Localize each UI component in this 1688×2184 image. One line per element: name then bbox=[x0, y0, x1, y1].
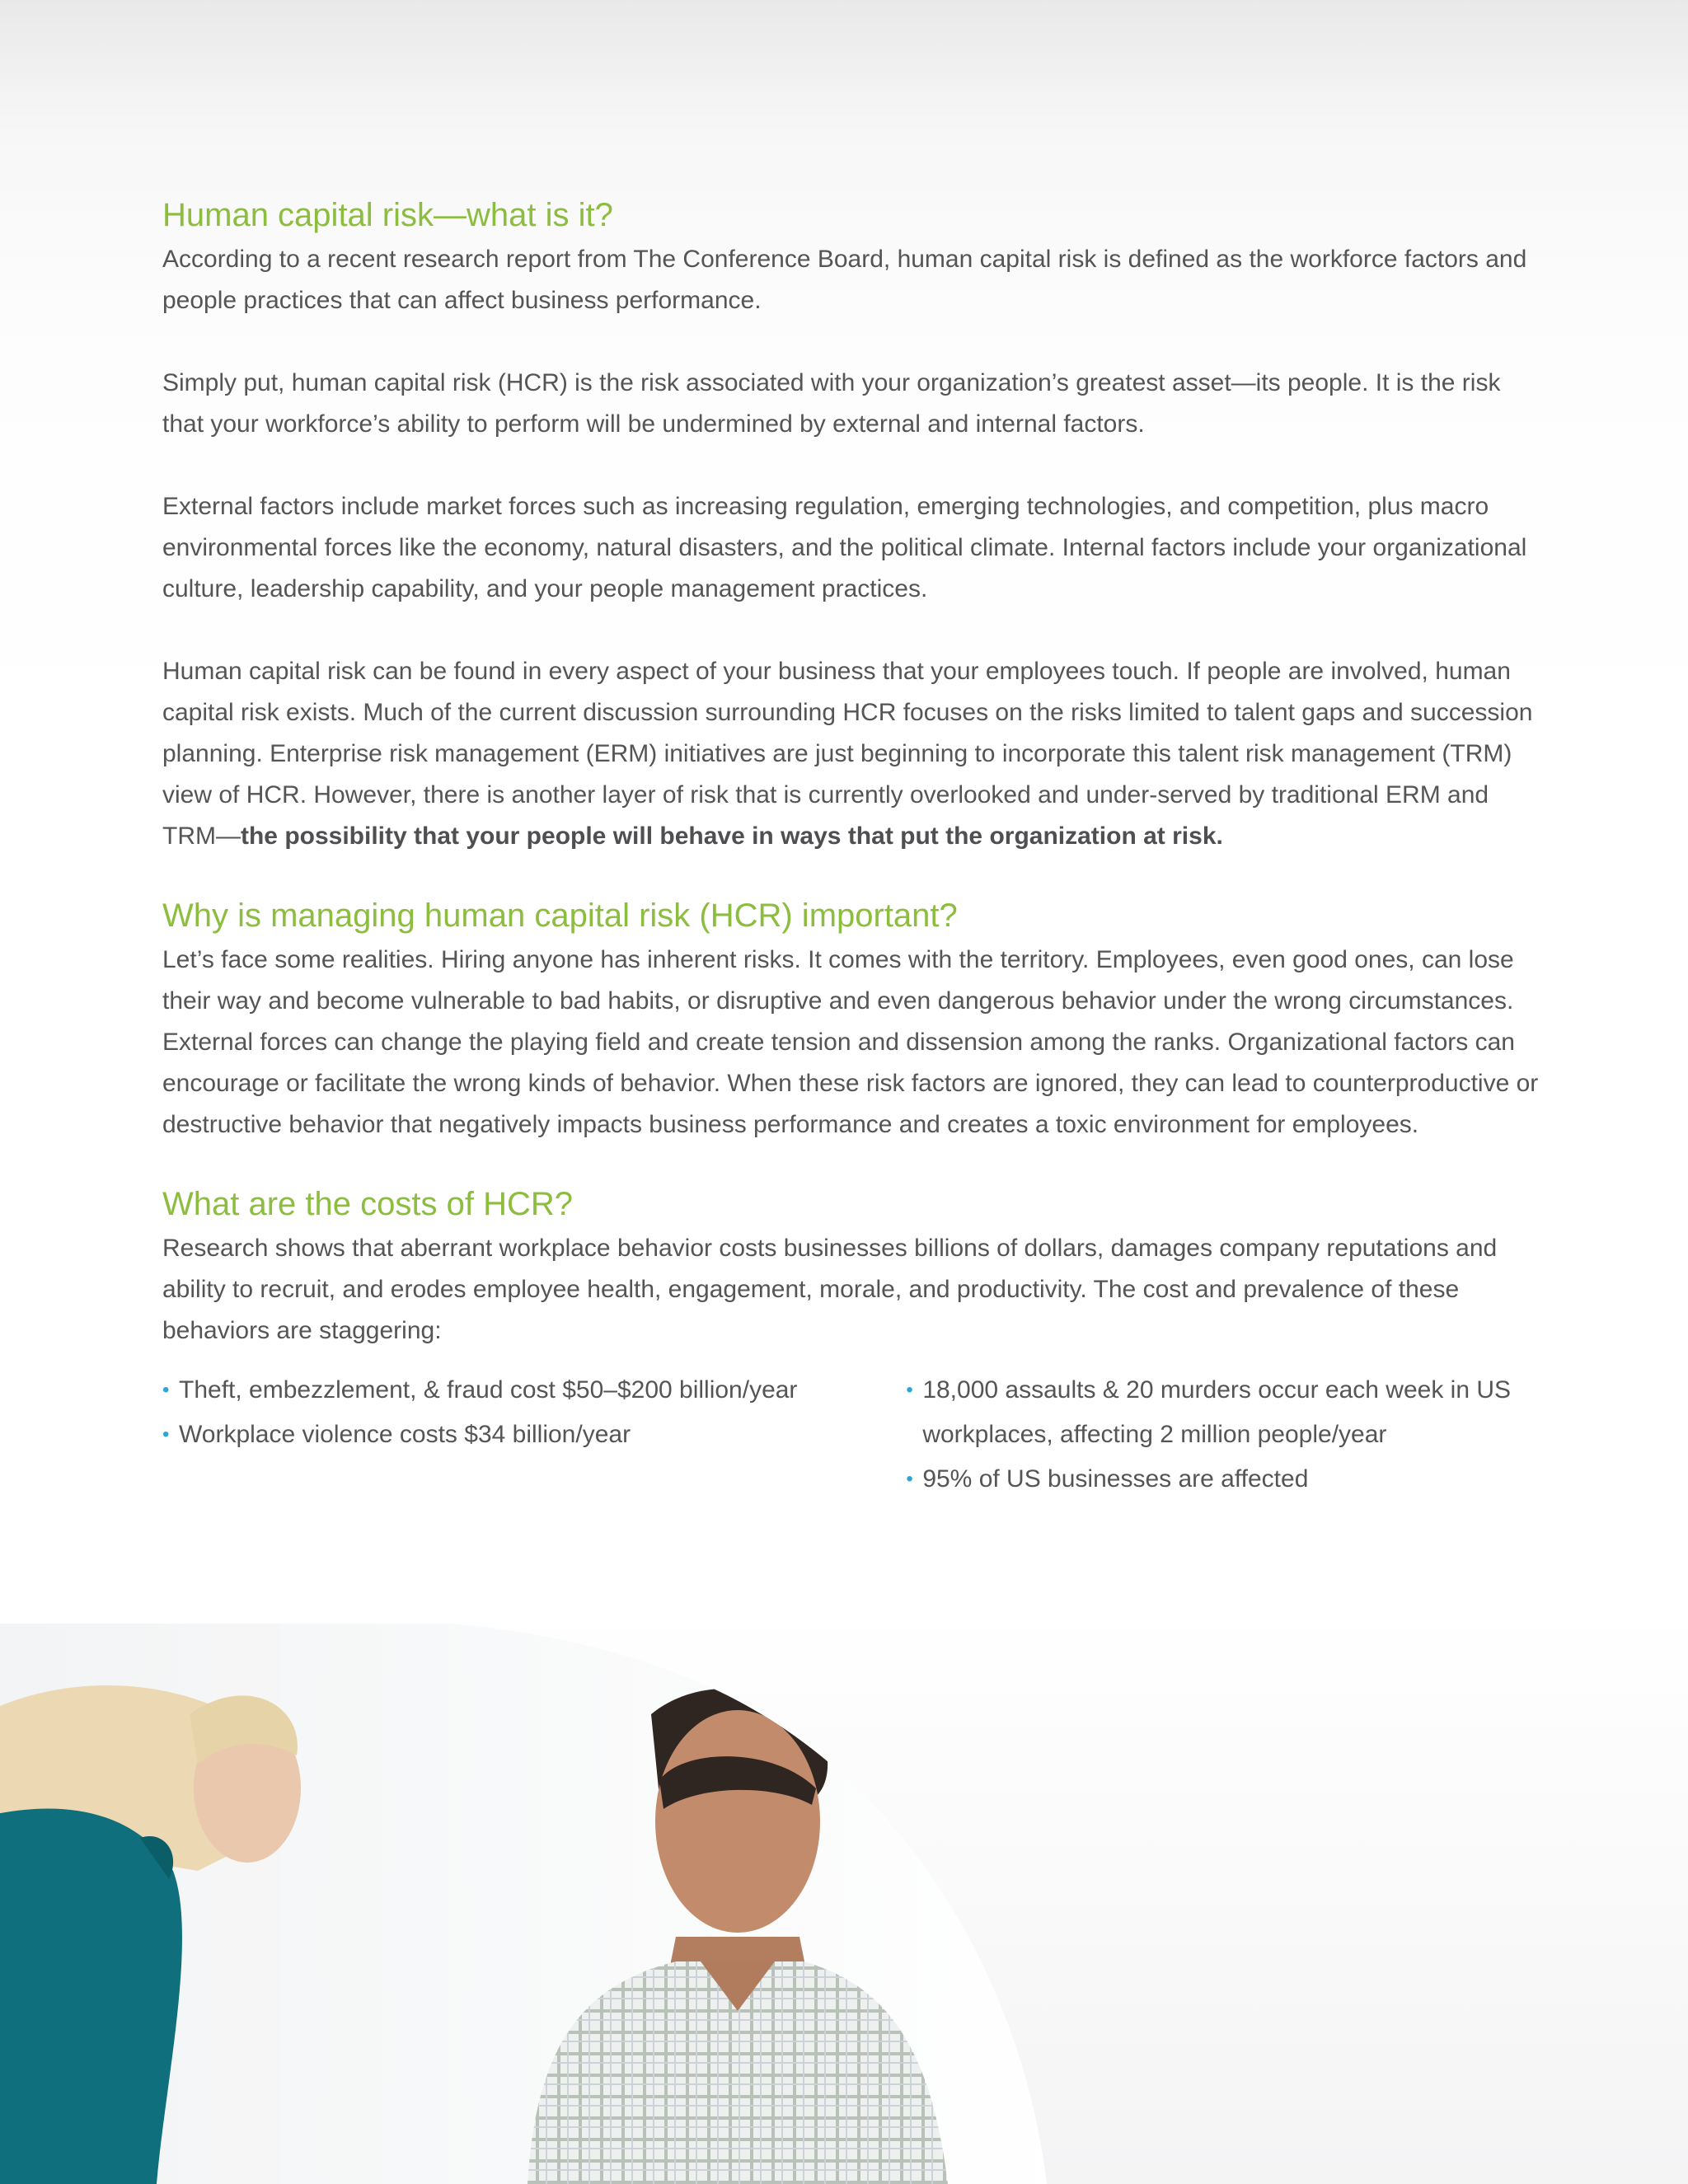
bullet-dot-icon: • bbox=[906, 1379, 913, 1401]
paragraph: According to a recent research report from The Conference Board, human capital risk is defined as the workforce factors and people practices that can affect business performance. bbox=[162, 246, 1527, 314]
bullet-dot-icon: • bbox=[162, 1423, 170, 1446]
list-item-text: Theft, embezzlement, & fraud cost $50–$200 billion/year bbox=[179, 1376, 798, 1404]
list-item-text: 18,000 assaults & 20 murders occur each week in US workplaces, affecting 2 million people/year bbox=[922, 1376, 1512, 1448]
paragraph: Simply put, human capital risk (HCR) is the risk associated with your organization’s greatest asset—its people. It is the risk that your workforce’s ability to perform will be undermined by external and internal factors. bbox=[162, 369, 1501, 438]
list-item-text: 95% of US businesses are affected bbox=[922, 1465, 1309, 1493]
list-item bbox=[162, 1368, 906, 1413]
document-body bbox=[162, 191, 1547, 1502]
paragraph: Let’s face some realities. Hiring anyone has inherent risks. It comes with the territory. Employees, even good ones, can lose their way and become vulnerable to bad habits, or disruptive and even dangerous behavior under the wrong circumstances. External forces can change the playing field and create tension and dissension among the ranks. Organizational factors can encourage or facilitate the wrong kinds of behavior. When these risk factors are ignored, they can lead to counterproductive or destructive behavior that negatively impacts business performance and creates a toxic environment for employees. bbox=[162, 946, 1539, 1138]
paragraph-with-emphasis bbox=[162, 651, 1547, 857]
bullet-column-right bbox=[906, 1368, 1547, 1502]
bullet-dot-icon: • bbox=[162, 1379, 170, 1401]
list-item bbox=[906, 1368, 1547, 1457]
colleagues-photo bbox=[0, 1624, 1688, 2184]
section-heading-what-is-hcr: Human capital risk—what is it? bbox=[162, 197, 613, 233]
list-item-text: Workplace violence costs $34 billion/year bbox=[179, 1421, 631, 1448]
list-item bbox=[162, 1413, 906, 1457]
emphasis-text: the possibility that your people will behave in ways that put the organization at risk. bbox=[240, 823, 1223, 850]
bullet-dot-icon: • bbox=[906, 1468, 913, 1490]
section-heading-costs: What are the costs of HCR? bbox=[162, 1186, 573, 1222]
paragraph-text: Human capital risk can be found in every aspect of your business that your employees touch. If people are involved, human capital risk exists. Much of the current discussion surrounding HCR focuses on the risks limited to talent gaps and succession planning. Enterprise risk management (ERM) initiatives are just beginning to incorporate this talent risk management (TRM) view of HCR. However, there is another layer of risk that is currently overlooked and under-served by traditional ERM and TRM— bbox=[162, 658, 1533, 850]
section-heading-why-important: Why is managing human capital risk (HCR) important? bbox=[162, 898, 958, 934]
paragraph: External factors include market forces such as increasing regulation, emerging technologies, and competition, plus macro environmental forces like the economy, natural disasters, and the political climate. Internal factors include your organizational culture, leadership capability, and your people management practices. bbox=[162, 493, 1527, 602]
cost-bullet-list bbox=[162, 1368, 1547, 1502]
bullet-column-left bbox=[162, 1368, 906, 1502]
list-item bbox=[906, 1457, 1547, 1502]
paragraph: Research shows that aberrant workplace behavior costs businesses billions of dollars, damages company reputations and ability to recruit, and erodes employee health, engagement, morale, and productivity. The cost and prevalence of these behaviors are staggering: bbox=[162, 1235, 1498, 1344]
